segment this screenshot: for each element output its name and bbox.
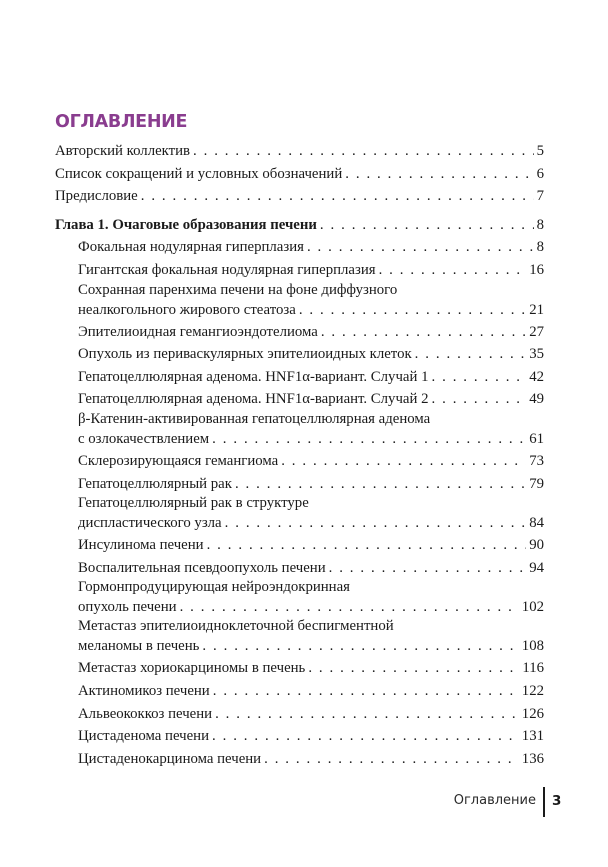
- toc-entry-label-line2: меланомы в печень: [78, 638, 200, 655]
- page-title: ОГЛАВЛЕНИЕ: [55, 112, 188, 132]
- dot-leader: [415, 343, 527, 366]
- toc-entry[interactable]: [55, 618, 544, 657]
- toc-entry-label: Авторский коллектив: [55, 143, 191, 159]
- toc-entry-label: Цистаденома печени: [78, 728, 210, 745]
- toc-entry-page: 116: [522, 660, 544, 677]
- toc-entry-page: 8: [536, 239, 544, 256]
- toc-entry-page: 94: [529, 559, 544, 576]
- dot-leader: [207, 534, 527, 557]
- dot-leader: [215, 703, 519, 726]
- toc-entry-label-line2: с озлокачествлением: [78, 430, 210, 447]
- dot-leader: [264, 748, 519, 771]
- toc-entry-label-line2: диспластического узла: [78, 515, 222, 532]
- toc-entry[interactable]: [55, 748, 544, 771]
- dot-leader: [212, 428, 526, 450]
- toc-entry-label: Воспалительная псевдоопухоль печени: [78, 559, 326, 576]
- toc-entry[interactable]: [55, 579, 544, 618]
- toc-entry-label-line2: неалкогольного жирового стеатоза: [78, 301, 296, 318]
- toc-entry[interactable]: [55, 140, 544, 163]
- toc-entry-label-line2: опухоль печени: [78, 599, 177, 616]
- toc-entry-label: Инсулинома печени: [78, 537, 204, 554]
- dot-leader: [345, 163, 533, 186]
- toc-entry-label-line1: Метастаз эпителиоидноклеточной беспигментной: [78, 618, 394, 635]
- toc-entry-label: Список сокращений и условных обозначений: [55, 165, 343, 182]
- toc-entry-page: 126: [521, 705, 544, 722]
- toc-entry-label: Гепатоцеллюлярный рак: [78, 475, 232, 492]
- toc-entry-label: Метастаз хориокарциномы в печень: [78, 660, 306, 677]
- toc-entry-label: Гигантская фокальная нодулярная гиперплазия: [78, 261, 376, 278]
- toc-entry-label: Эпителиоидная гемангиоэндотелиома: [78, 323, 318, 340]
- toc-entry-label: Склерозирующаяся гемангиома: [78, 452, 279, 469]
- toc-entry-page: 73: [529, 452, 544, 469]
- toc-entry[interactable]: [55, 450, 544, 473]
- toc-entry-page: 90: [529, 537, 544, 554]
- toc-entry-page: 84: [529, 515, 544, 532]
- toc-entry-label: Гепатоцеллюлярная аденома. HNF1α-вариант. Случай 2: [78, 391, 429, 408]
- toc-entry-label: Опухоль из периваскулярных эпителиоидных клеток: [78, 346, 412, 363]
- toc-entry-page: 102: [521, 599, 544, 616]
- dot-leader: [321, 321, 526, 344]
- toc-chapter-label: Глава 1. Очаговые образования печени: [55, 216, 317, 233]
- toc-entry[interactable]: [55, 680, 544, 703]
- dot-leader: [320, 214, 534, 237]
- dot-leader: [307, 236, 534, 259]
- toc-entry-label: Альвеококкоз печени: [78, 705, 213, 722]
- toc-entry-page: 136: [521, 750, 544, 767]
- toc-entry-page: 27: [529, 323, 544, 340]
- page-number: 3: [552, 793, 562, 809]
- dot-leader: [379, 259, 527, 282]
- toc-entry-page: 6: [536, 165, 544, 182]
- toc-entry[interactable]: [55, 703, 544, 726]
- toc-entry-page: 122: [521, 682, 544, 699]
- toc-entry-page: 108: [521, 638, 544, 655]
- dot-leader: [180, 596, 519, 618]
- toc-entry[interactable]: [55, 657, 544, 680]
- dot-leader: [299, 299, 526, 321]
- toc-entry-label-line1: Гормонпродуцирующая нейроэндокринная: [78, 579, 350, 596]
- dot-leader: [235, 473, 526, 496]
- dot-leader: [281, 450, 526, 473]
- dot-leader: [202, 635, 518, 657]
- toc-entry-page: 5: [536, 143, 544, 159]
- toc-entry-page: 35: [529, 346, 544, 363]
- dot-leader: [308, 657, 519, 680]
- toc-entry[interactable]: [55, 259, 544, 282]
- toc-entry[interactable]: [55, 163, 544, 186]
- dot-leader: [432, 366, 527, 389]
- dot-leader: [329, 557, 527, 580]
- toc-entry-page: 49: [529, 391, 544, 408]
- footer-section-label: Оглавление: [453, 793, 536, 808]
- toc-entry-page: 21: [529, 301, 544, 318]
- toc-entry[interactable]: [55, 388, 544, 411]
- footer-divider: [543, 787, 545, 817]
- toc-entry[interactable]: [55, 557, 544, 580]
- dot-leader: [432, 388, 527, 411]
- toc-entry[interactable]: [55, 366, 544, 389]
- toc-entry[interactable]: [55, 282, 544, 321]
- toc-entry-label-line1: Гепатоцеллюлярный рак в структуре: [78, 495, 309, 512]
- toc-entry-page: 8: [536, 216, 544, 233]
- toc-entry[interactable]: [55, 321, 544, 344]
- dot-leader: [193, 140, 534, 163]
- toc-entry-label-line1: β-Катенин-активированная гепатоцеллюлярная аденома: [78, 410, 431, 427]
- page-footer: [0, 787, 608, 817]
- toc-entry-page: 42: [529, 368, 544, 385]
- toc-entry-page: 131: [521, 728, 544, 745]
- toc-entry-page: 16: [529, 261, 544, 278]
- toc-entry[interactable]: [55, 495, 544, 534]
- toc-entry[interactable]: [55, 534, 544, 557]
- dot-leader: [225, 512, 527, 534]
- toc-entry[interactable]: [55, 236, 544, 259]
- toc-entry[interactable]: [55, 725, 544, 748]
- toc-entry-label: Предисловие: [55, 188, 138, 205]
- toc-entry[interactable]: [55, 411, 544, 450]
- toc-entry[interactable]: [55, 343, 544, 366]
- toc-entry-label: Актиномикоз печени: [78, 682, 210, 699]
- toc-entry-page: 79: [529, 475, 544, 492]
- dot-leader: [212, 725, 519, 748]
- toc-entry-label-line1: Сохранная паренхима печени на фоне диффузного: [78, 281, 398, 298]
- table-of-contents: [55, 140, 544, 770]
- toc-entry-label: Гепатоцеллюлярная аденома. HNF1α-вариант. Случай 1: [78, 368, 429, 385]
- toc-entry-label: Цистаденокарцинома печени: [78, 750, 262, 767]
- toc-entry[interactable]: [55, 185, 544, 208]
- dot-leader: [141, 185, 534, 208]
- dot-leader: [213, 680, 519, 703]
- toc-entry[interactable]: [55, 473, 544, 496]
- toc-entry-page: 7: [536, 188, 544, 205]
- toc-chapter-entry[interactable]: [55, 214, 544, 237]
- toc-entry-page: 61: [529, 430, 544, 447]
- toc-entry-label: Фокальная нодулярная гиперплазия: [78, 239, 304, 256]
